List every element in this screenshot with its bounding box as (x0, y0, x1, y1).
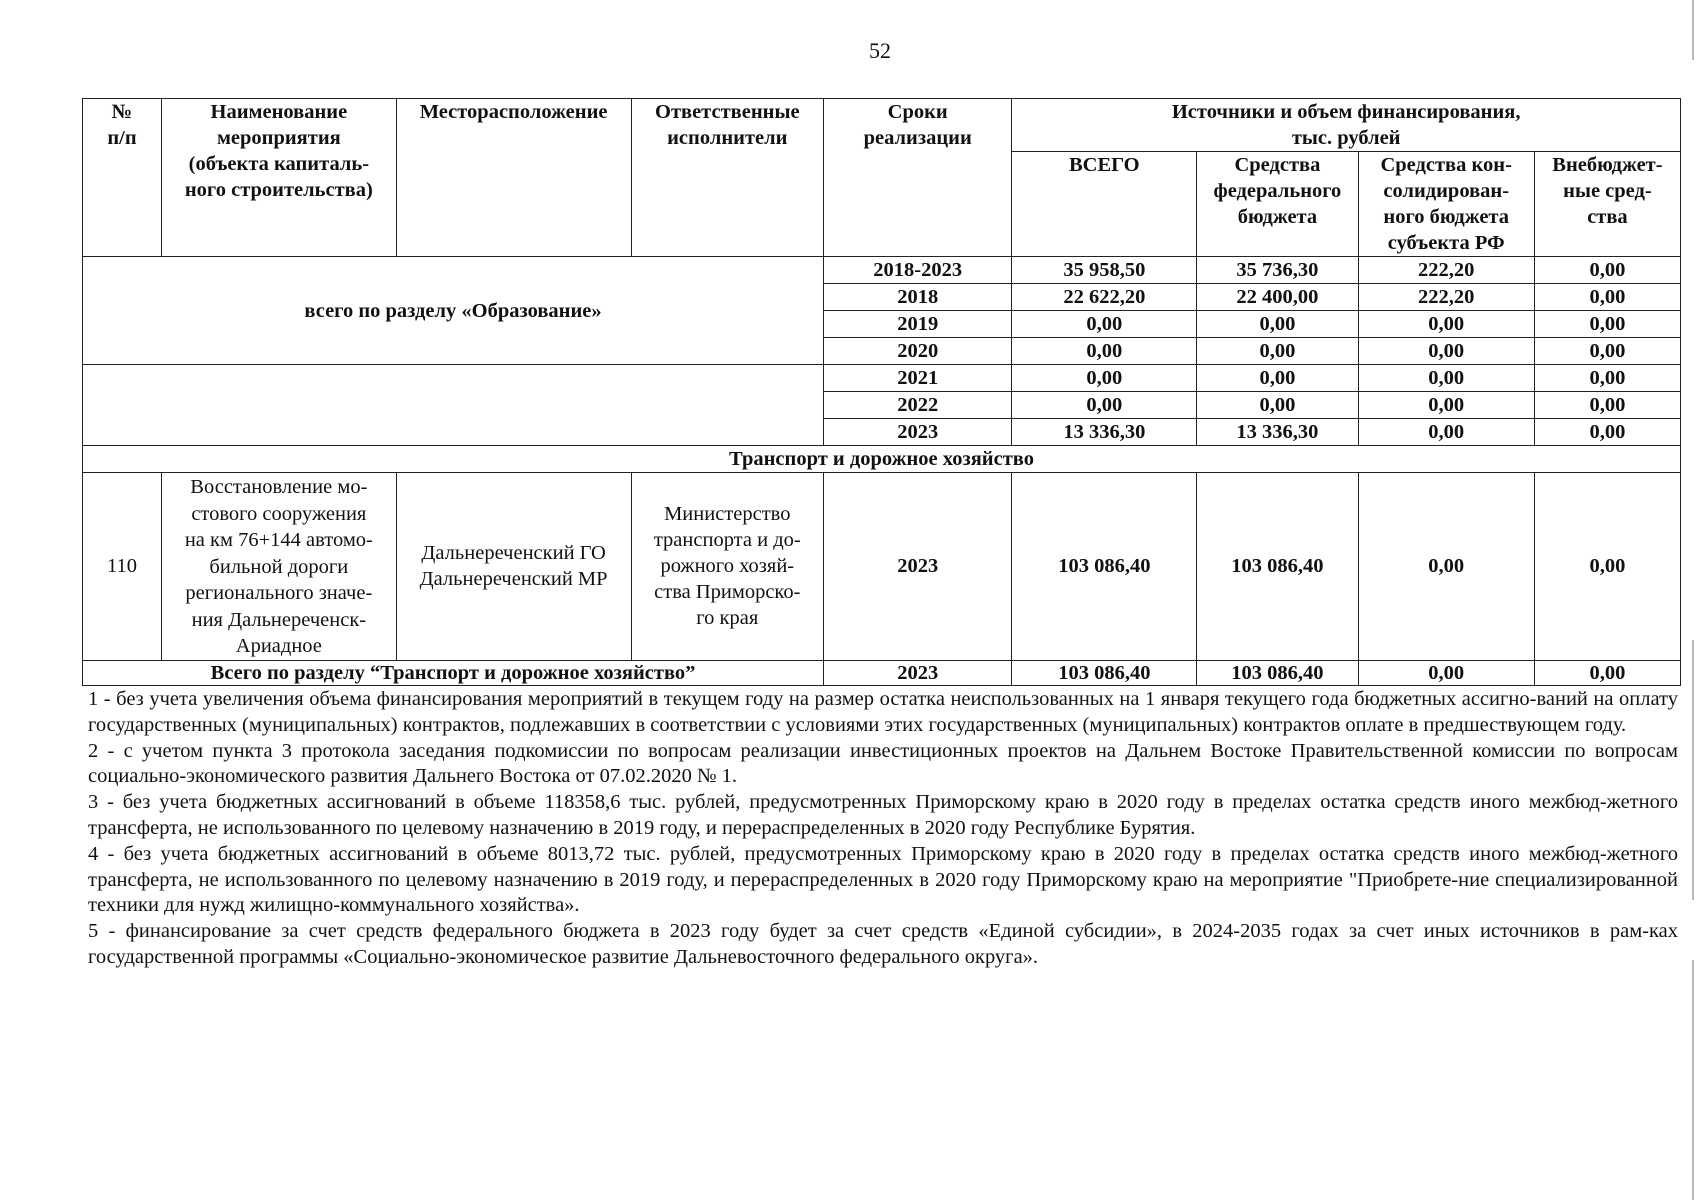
header-responsible: Ответственные исполнители (655, 101, 800, 149)
col-total-header (1012, 152, 1197, 257)
education-total-label: всего по разделу «Образование» (83, 257, 824, 365)
empty-label-cell (83, 365, 824, 446)
col-terms-header (824, 99, 1012, 257)
transport-total-row (83, 660, 1681, 685)
extra-cell: 0,00 (1534, 392, 1680, 419)
federal-cell: 13 336,30 (1197, 419, 1358, 446)
col-federal-header (1197, 152, 1358, 257)
year-cell: 2020 (824, 338, 1012, 365)
year-cell: 2019 (824, 311, 1012, 338)
transport-section-row (83, 446, 1681, 473)
project-location (396, 473, 631, 661)
project-regional: 0,00 (1358, 473, 1534, 661)
extra-cell: 0,00 (1534, 257, 1680, 284)
footnotes (88, 687, 1678, 971)
transport-total-regional: 0,00 (1358, 660, 1534, 685)
project-year: 2023 (824, 473, 1012, 661)
project-row-110 (83, 473, 1681, 661)
federal-cell: 0,00 (1197, 311, 1358, 338)
transport-section-title: Транспорт и дорожное хозяйство (83, 446, 1681, 473)
federal-cell: 0,00 (1197, 338, 1358, 365)
federal-cell: 0,00 (1197, 365, 1358, 392)
header-regional: Средства кон- солидирован- ного бюджета субъекта РФ (1380, 154, 1512, 254)
regional-cell: 0,00 (1358, 311, 1534, 338)
header-federal: Средства федерального бюджета (1213, 154, 1342, 228)
scan-edge-line (1692, 0, 1694, 60)
project-num: 110 (83, 473, 162, 661)
extra-cell: 0,00 (1534, 338, 1680, 365)
total-cell: 0,00 (1012, 392, 1197, 419)
transport-total-federal: 103 086,40 (1197, 660, 1358, 685)
regional-cell: 0,00 (1358, 365, 1534, 392)
transport-total-total: 103 086,40 (1012, 660, 1197, 685)
transport-total-year: 2023 (824, 660, 1012, 685)
footnote-2: 2 - с учетом пункта 3 протокола заседания подкомиссии по вопросам реализации инвестиционных проектов на Дальнем Востоке Правительственной комиссии по вопросам социально-экономического развития Дальнего Востока от 07.02.2020 № 1. (88, 739, 1678, 788)
education-row-5 (83, 365, 1681, 392)
total-cell: 22 622,20 (1012, 284, 1197, 311)
year-cell: 2023 (824, 419, 1012, 446)
footnote-4: 4 - без учета бюджетных ассигнований в объеме 8013,72 тыс. рублей, предусмотренных Приморскому краю в 2020 году в пределах остатка средств иного межбюд-жетного трансферта, не использованного по целевому назначению в 2019 году, и перераспределенных в 2020 году Приморскому краю на мероприятие "Приобрете-ние специализированной техники для нужд жилищно-коммунального хозяйства». (88, 842, 1678, 917)
project-location-text: Дальнереченский ГО Дальнереченский МР (419, 542, 608, 591)
regional-cell: 222,20 (1358, 257, 1534, 284)
col-extra-header (1534, 152, 1680, 257)
header-name: Наименование мероприятия (объекта капиталь- ного строительства) (184, 101, 373, 201)
col-regional-header (1358, 152, 1534, 257)
project-responsible-text: Министерство транспорта и до- рожного хозяй- ства Приморско- го края (653, 503, 801, 630)
federal-cell: 22 400,00 (1197, 284, 1358, 311)
header-location: Месторасположение (419, 101, 608, 123)
education-row-1 (83, 257, 1681, 284)
extra-cell: 0,00 (1534, 419, 1680, 446)
header-terms: Сроки реализации (863, 101, 972, 149)
scan-edge-line (1692, 640, 1694, 900)
project-total: 103 086,40 (1012, 473, 1197, 661)
extra-cell: 0,00 (1534, 284, 1680, 311)
total-cell: 13 336,30 (1012, 419, 1197, 446)
transport-total-label: Всего по разделу “Транспорт и дорожное хозяйство” (83, 660, 824, 685)
regional-cell: 222,20 (1358, 284, 1534, 311)
financing-table (82, 98, 1681, 686)
project-federal: 103 086,40 (1197, 473, 1358, 661)
transport-total-extra: 0,00 (1534, 660, 1680, 685)
header-funding-group: Источники и объем финансирования, тыс. рублей (1171, 101, 1521, 149)
regional-cell: 0,00 (1358, 338, 1534, 365)
regional-cell: 0,00 (1358, 392, 1534, 419)
footnote-5: 5 - финансирование за счет средств федерального бюджета в 2023 году будет за счет средств «Единой субсидии», в 2024-2035 годах за счет иных источников в рам-ках государственной программы «Социально-экономическое развитие Дальневосточного федерального округа». (88, 920, 1678, 968)
extra-cell: 0,00 (1534, 311, 1680, 338)
header-num: № п/п (107, 101, 137, 149)
header-extra: Внебюджет- ные сред- ства (1552, 154, 1663, 228)
year-cell: 2018 (824, 284, 1012, 311)
total-cell: 0,00 (1012, 338, 1197, 365)
federal-cell: 35 736,30 (1197, 257, 1358, 284)
footnote-1: 1 - без учета увеличения объема финансирования мероприятий в текущем году на размер остатка неиспользованных на 1 января текущего года бюджетных ассигно-ваний на оплату государственных (муниципальных) контрактов, подлежавших в соответствии с условиями этих государственных (муниципальных) контрактов оплате в предшествующем году. (88, 688, 1678, 736)
project-responsible (631, 473, 824, 661)
project-name-text: Восстановление мо- стового сооружения на км 76+144 автомо- бильной дороги регионального значе- ния Дальнереченск- Ариадное (184, 476, 373, 657)
total-cell: 0,00 (1012, 365, 1197, 392)
page-number: 52 (869, 38, 891, 63)
federal-cell: 0,00 (1197, 392, 1358, 419)
col-name-header (161, 99, 396, 257)
total-cell: 35 958,50 (1012, 257, 1197, 284)
extra-cell: 0,00 (1534, 365, 1680, 392)
col-responsible-header (631, 99, 824, 257)
project-name (161, 473, 396, 661)
header-total: ВСЕГО (1069, 154, 1140, 176)
scan-edge-line (1692, 960, 1694, 1200)
col-num-header (83, 99, 162, 257)
col-location-header (396, 99, 631, 257)
footnote-3: 3 - без учета бюджетных ассигнований в объеме 118358,6 тыс. рублей, предусмотренных Приморскому краю в 2020 году в пределах остатка средств иного межбюд-жетного трансферта, не использованного по целевому назначению в 2019 году, и перераспределенных в 2020 году Республике Бурятия. (88, 791, 1678, 839)
regional-cell: 0,00 (1358, 419, 1534, 446)
funding-group-header (1012, 99, 1681, 152)
year-cell: 2018-2023 (824, 257, 1012, 284)
year-cell: 2022 (824, 392, 1012, 419)
year-cell: 2021 (824, 365, 1012, 392)
total-cell: 0,00 (1012, 311, 1197, 338)
project-extra: 0,00 (1534, 473, 1680, 661)
